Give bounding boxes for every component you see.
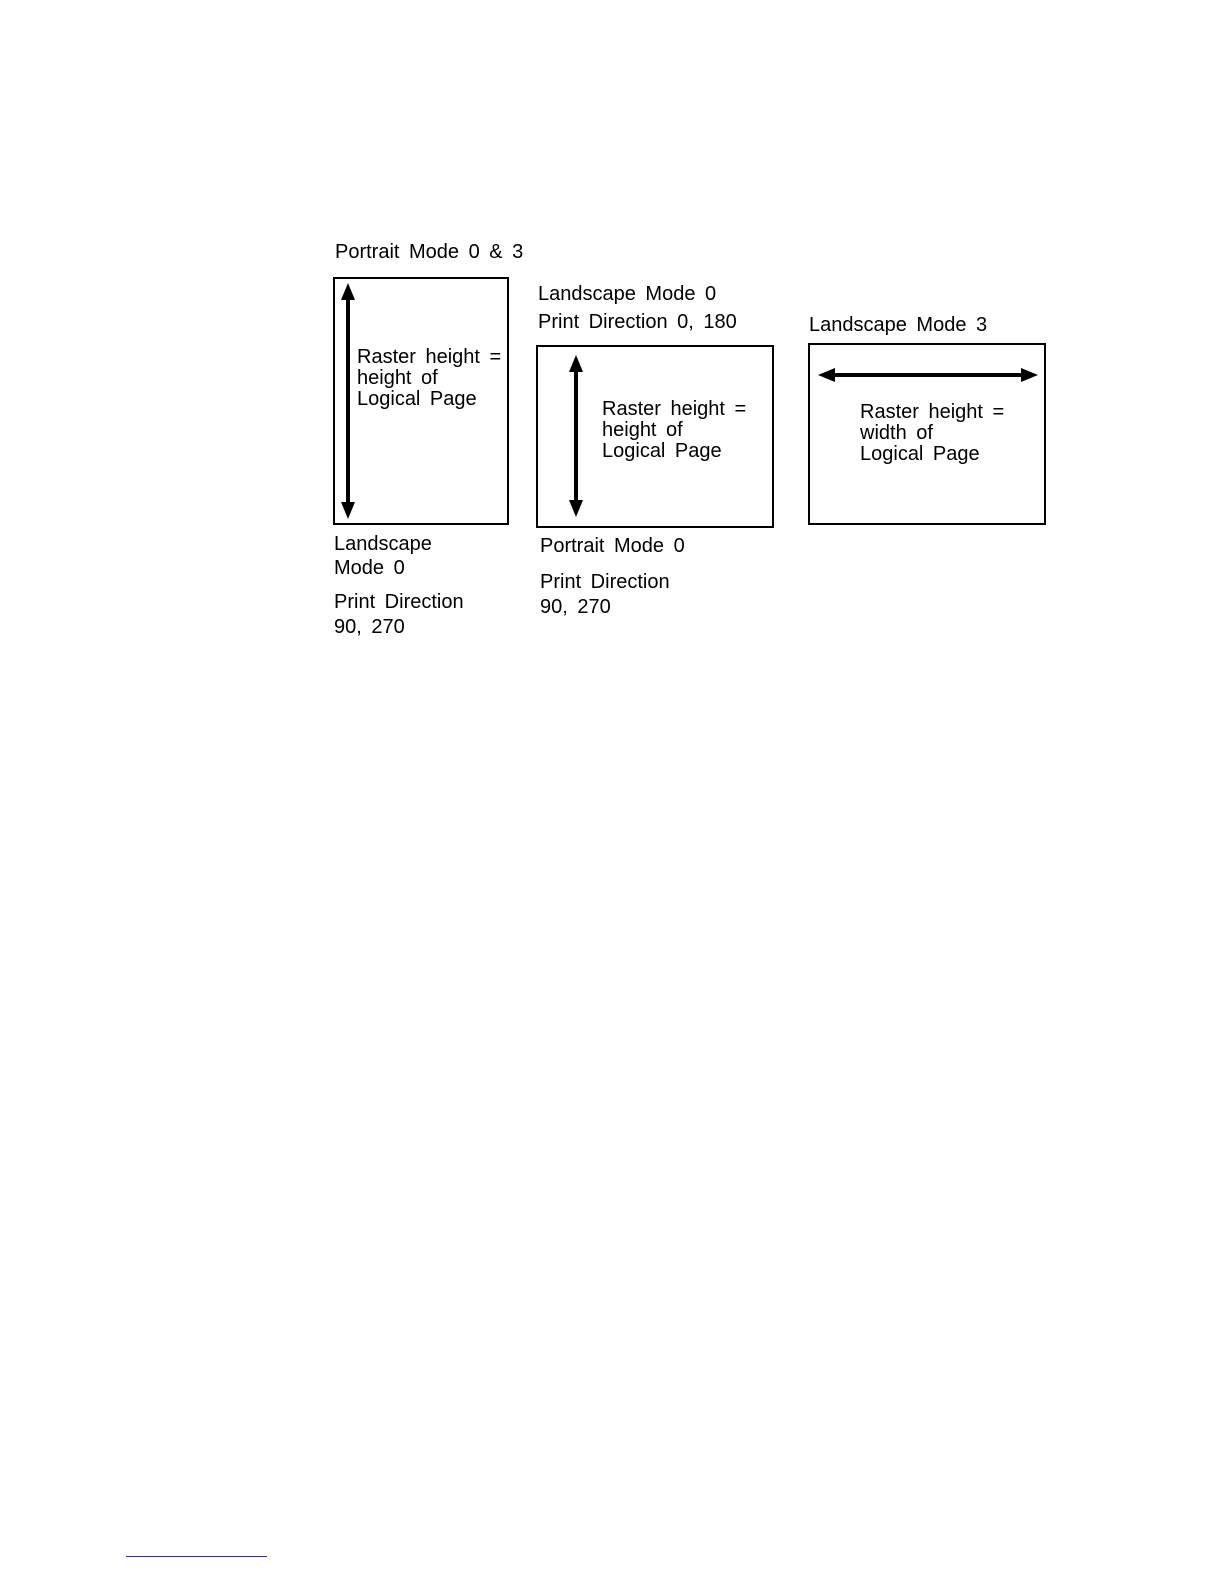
landscape0-box-line-2: height of	[602, 419, 683, 441]
landscape3-box-line-3: Logical Page	[860, 443, 980, 465]
landscape0-caption-direction-line-2: 90, 270	[540, 596, 611, 618]
portrait-caption-direction-line-1: Print Direction	[334, 591, 464, 613]
portrait-box-line-3: Logical Page	[357, 388, 477, 410]
portrait-box-line-1: Raster height =	[357, 346, 502, 368]
landscape3-box-line-2: width of	[860, 422, 933, 444]
portrait-caption-direction	[334, 590, 464, 640]
landscape0-title	[538, 280, 737, 336]
portrait-logical-page-box	[333, 277, 509, 525]
landscape3-title: Landscape Mode 3	[809, 314, 988, 336]
landscape0-title-line-2: Print Direction 0, 180	[538, 311, 737, 333]
landscape0-box-line-3: Logical Page	[602, 440, 722, 462]
landscape0-logical-page-box	[536, 345, 774, 528]
portrait-caption-mode-line-2: Mode 0	[334, 557, 405, 579]
portrait-caption-mode-line-1: Landscape	[334, 533, 432, 555]
landscape0-title-line-1: Landscape Mode 0	[538, 283, 717, 305]
footer-divider	[126, 1556, 267, 1557]
portrait-box-text	[357, 347, 501, 410]
landscape3-box-text	[860, 402, 1004, 465]
portrait-caption-direction-line-2: 90, 270	[334, 616, 405, 638]
landscape0-box-line-1: Raster height =	[602, 398, 747, 420]
portrait-title: Portrait Mode 0 & 3	[335, 241, 524, 263]
portrait-caption-mode	[334, 532, 432, 580]
landscape0-caption-direction-line-1: Print Direction	[540, 571, 670, 593]
landscape0-caption-mode: Portrait Mode 0	[540, 535, 685, 557]
portrait-box-line-2: height of	[357, 367, 438, 389]
landscape0-caption-direction	[540, 570, 670, 620]
landscape3-box-line-1: Raster height =	[860, 401, 1005, 423]
landscape0-box-text	[602, 399, 746, 462]
landscape3-logical-page-box	[808, 343, 1046, 525]
